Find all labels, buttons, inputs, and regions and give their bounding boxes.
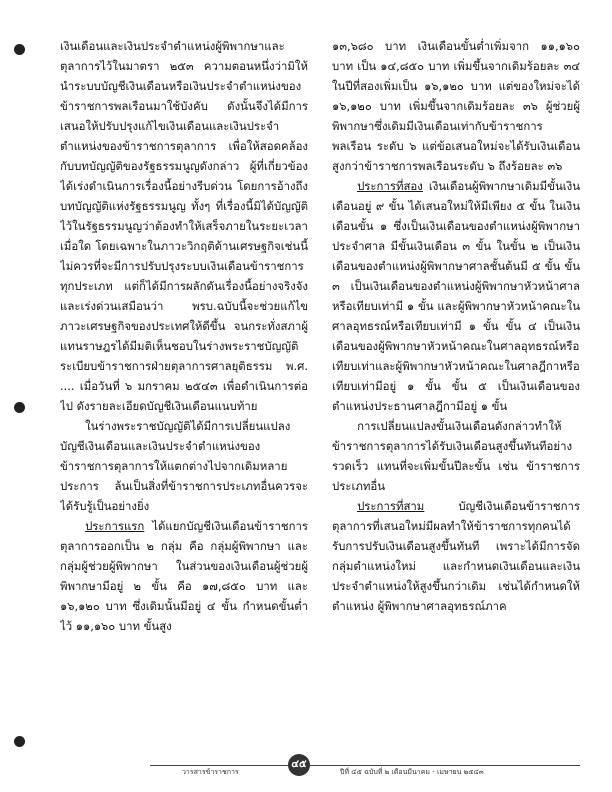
binder-hole-icon: [14, 402, 25, 413]
paragraph: ในร่างพระราชบัญญัติได้มีการเปลี่ยนแปลงบัญชีเงินเดือนและเงินประจำตำแหน่งของข้าราชการตุลาการให้แตกต่างไปจากเดิมหลายประการ ล้นเป็นสิ่งที่ข้าราชการประเภทอื่นควรจะได้รับรู้เป็นอย่างยิ่ง: [60, 419, 308, 513]
binder-hole-icon: [14, 44, 25, 55]
footer-divider: [150, 765, 580, 766]
paragraph: ๑๓,๖๘๐ บาท เงินเดือนขั้นต่ำเพิ่มจาก ๑๑,๑๖๐ บาท เป็น ๑๔,๘๕๐ บาท เพิ่มขึ้นจากเดิมร้อยละ ๓๔ ในปีที่สองเพิ่มเป็น ๑๖,๑๒๐ บาท แต่ของใหม่จะได้ ๑๖,๑๒๐ บาท เพิ่มขึ้นจากเดิมร้อยละ ๓๖ ผู้ช่วยผู้พิพากษาซึ่งเดิมมีเงินเดือนเท่ากับข้าราชการพลเรือน ระดับ ๖ แต่ข้อเสนอใหม่จะได้รับเงินเดือนสูงกว่าข้าราชการพลเรือนระดับ ๖ ถึงร้อยละ ๓๖: [332, 39, 580, 173]
issue-info: ปีที่ ๔๕ ฉบับที่ ๒ เดือนมีนาคม - เมษายน ๒๕๔๓: [340, 768, 484, 776]
section-heading: ประการที่สอง: [357, 179, 423, 193]
paragraph: [332, 176, 580, 416]
left-column: [60, 36, 308, 636]
paragraph: เงินเดือนและเงินประจำตำแหน่งผู้พิพากษาและตุลาการไว้ในมาตรา ๒๕๓ ความตอนหนึ่งว่ามิให้นำระบบบัญชีเงินเดือนหรือเงินประจำตำแหน่งของข้าราชการพลเรือนมาใช้บังคับ ดังนั้นจึงได้มีการเสนอให้ปรับปรุงแก้ไขเงินเดือนและเงินประจำตำแหน่งของข้าราชการตุลาการ เพื่อให้สอดคล้องกับบทบัญญัติของรัฐธรรมนูญดังกล่าว ผู้ที่เกี่ยวข้องได้เร่งดำเนินการเรื่องนี้อย่างรีบด่วน โดยการอ้างถึงบทบัญญัติแห่งรัฐธรรมนูญ ทั้งๆ ที่เรื่องนี้มิได้บัญญัติไว้ในรัฐธรรมนูญว่าต้องทำให้เสร็จภายในระยะเวลาเมื่อใด โดยเฉพาะในภาวะวิกฤติด้านเศรษฐกิจเช่นนี้ไม่ควรที่จะมีการปรับปรุงระบบเงินเดือนข้าราชการทุกประเภท แต่ก็ได้มีการผลักดันเรื่องนี้อย่างจริงจัง และเร่งด่วนเสมือนว่า พรบ.ฉบับนี้จะช่วยแก้ไขภาวะเศรษฐกิจของประเทศให้ดีขึ้น จนกระทั่งสภาผู้แทนราษฎรได้มีมติเห็นชอบในร่างพระราชบัญญัติระเบียบข้าราชการฝ่ายตุลาการศาลยุติธรรม พ.ศ. .... เมื่อวันที่ ๖ มกราคม ๒๕๔๓ เพื่อดำเนินการต่อไป ดังรายละเอียดบัญชีเงินเดือนแนบท้าย: [60, 39, 308, 413]
page-number-badge: ๔๕: [288, 754, 310, 776]
paragraph: [60, 516, 308, 636]
right-column: [332, 36, 580, 616]
page-footer: [150, 754, 590, 778]
section-heading: ประการแรก: [85, 519, 145, 533]
paragraph: [332, 496, 580, 616]
section-heading: ประการที่สาม: [357, 499, 425, 513]
paragraph: การเปลี่ยนแปลงขั้นเงินเดือนดังกล่าวทำให้ข้าราชการตุลาการได้รับเงินเดือนสูงขึ้นทันทีอย่างรวดเร็ว แทนที่จะเพิ่มขั้นปีละขั้น เช่น ข้าราชการประเภทอื่น: [332, 419, 580, 493]
binder-hole-icon: [14, 736, 25, 747]
paragraph-body: บัญชีเงินเดือนข้าราชการตุลาการที่เสนอใหม่มีผลทำให้ข้าราชการทุกคนได้รับการปรับเงินเดือนสูงขึ้นทันที เพราะได้มีการจัดกลุ่มตำแหน่งใหม่ และกำหนดเงินเดือนและเงินประจำตำแหน่งให้สูงขึ้นกว่าเดิม เช่นได้กำหนดให้ตำแหน่ง ผู้พิพากษาศาลอุทธรณ์ภาค: [332, 499, 580, 613]
paragraph-body: เงินเดือนผู้พิพากษาเดิมมีขั้นเงินเดือนอยู่ ๙ ขั้น ได้เสนอใหม่ให้มีเพียง ๕ ขั้น ในเงินเดือนขั้น ๑ ซึ่งเป็นเงินเดือนของตำแหน่งผู้พิพากษาประจำศาล มีขั้นเงินเดือน ๓ ขั้น ในขั้น ๒ เป็นเงินเดือนของตำแหน่งผู้พิพากษาศาลชั้นต้นมี ๕ ขั้น ขั้น ๓ เป็นเงินเดือนของตำแหน่งผู้พิพากษาหัวหน้าศาลหรือเทียบเท่ามี ๑ ขั้น และผู้พิพากษาหัวหน้าคณะในศาลอุทธรณ์หรือเทียบเท่ามี ๑ ขั้น ขั้น ๔ เป็นเงินเดือนของผู้พิพากษาหัวหน้าคณะในศาลอุทธรณ์หรือเทียบเท่าและผู้พิพากษาหัวหน้าคณะในศาลฎีกาหรือเทียบเท่ามีอยู่ ๑ ขั้น ขั้น ๕ เป็นเงินเดือนของตำแหน่งประธานศาลฎีกามีอยู่ ๑ ขั้น: [332, 179, 580, 413]
journal-name: วารสารข้าราชการ: [182, 768, 239, 776]
paragraph-body: ได้แยกบัญชีเงินเดือนข้าราชการตุลาการออกเป็น ๒ กลุ่ม คือ กลุ่มผู้พิพากษา และกลุ่มผู้ช่วยผู้พิพากษา ในส่วนของเงินเดือนผู้ช่วยผู้พิพากษามีอยู่ ๒ ขั้น คือ ๑๗,๘๕๐ บาท และ ๑๖,๑๒๐ บาท ซึ่งเดิมนั้นมีอยู่ ๔ ขั้น กำหนดขั้นต่ำไว้ ๑๑,๑๖๐ บาท ขั้นสูง: [60, 519, 308, 633]
